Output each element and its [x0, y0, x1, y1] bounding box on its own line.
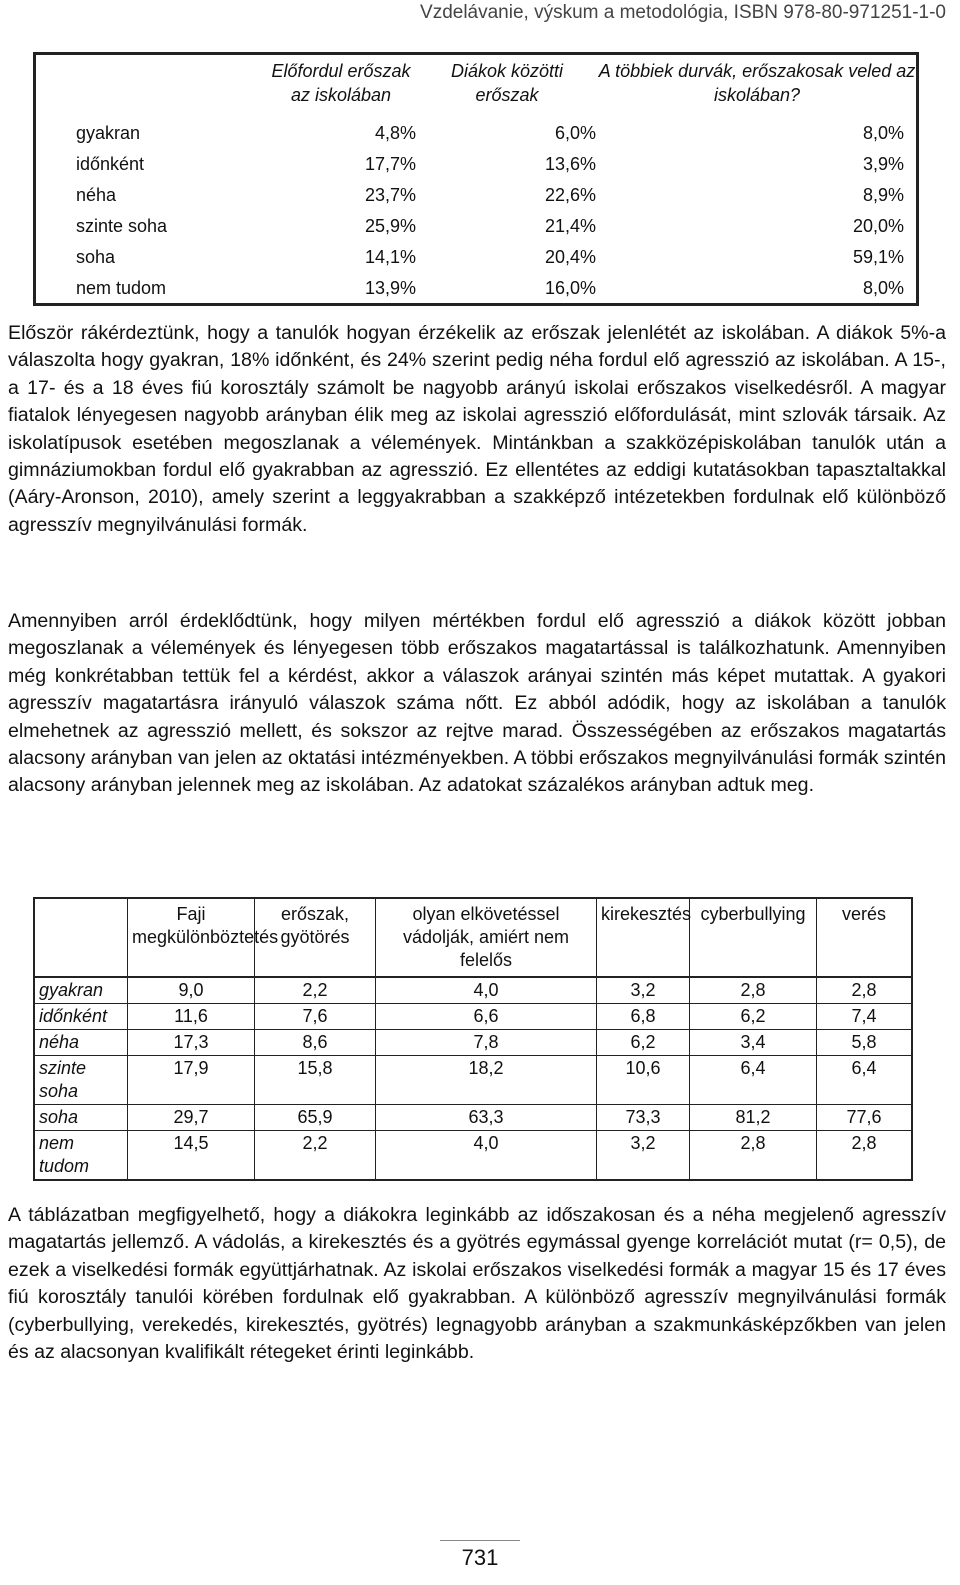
row-label: soha	[34, 1105, 128, 1131]
row-label: néha	[76, 184, 117, 205]
column-header: olyan elkövetéssel vádolják, amiért nem felelős	[376, 898, 597, 977]
body-paragraph: A táblázatban megfigyelhető, hogy a diákokra leginkább az időszakosan és a néha megjelenő agresszív magatartás jellemző. A vádolás, a kirekesztés és a gyötrés egymással gyenge korrelációt mutat (r= 0,5), de ezek a viselkedési formák együttjárhatnak. Az iskolai erőszakos viselkedési formák a magyar 15 és 17 éves fiú korosztály tanulói körében fordulnak elő gyakrabban. A különböző agresszív megnyilvánulási formák (cyberbullying, verekedés, kirekesztés, gyötrés) legnagyobb arányban a szakmunkásképzőkben van jelen és az alacsonyan kvalifikált rétegeket érinti leginkább.	[8, 1204, 946, 1364]
cell: 2,2	[255, 977, 376, 1004]
cell: 4,0	[376, 977, 597, 1004]
cell: 6,2	[690, 1004, 817, 1030]
row-label: időnként	[76, 153, 145, 174]
cell: 7,6	[255, 1004, 376, 1030]
row-label: szinte soha	[76, 215, 168, 236]
column-header: Faji megkülönböztetés	[128, 898, 255, 977]
cell: 4,0	[376, 1131, 597, 1181]
column-header: verés	[817, 898, 913, 977]
cell: 63,3	[376, 1105, 597, 1131]
cell: 16,0%	[544, 277, 596, 298]
running-header: Vzdelávanie, výskum a metodológia, ISBN 978-80-971251-1-0	[420, 2, 946, 23]
cell: 2,8	[817, 1131, 913, 1181]
body-paragraph: Először rákérdeztünk, hogy a tanulók hogyan érzékelik az erőszak jelenlétét az iskolában. A diákok 5%-a válaszolta hogy gyakran, 18% időnként, és 24% szerint pedig néha fordul elő agresszió az iskolában. A 15-, a 17- és a 18 éves fiú korosztály számolt be nagyobb arányú iskolai erőszakos viselkedésről. A magyar fiatalok lényegesen nagyobb arányban élik meg az iskolai agresszió előfordulását, mint szlovák társaik. Az iskolatípusok esetében megoszlanak a vélemények. Mintánkban a szakközépiskolában tanulók után a gimnáziumokban fordul elő gyakrabban az agresszió. Ez ellentétes az eddigi kutatásokban tapasztaltakkal (Aáry-Aronson, 2010), amely szerint a leggyakrabban a szakképző intézetekben fordulnak elő különböző agresszív megnyilvánulási formák.	[8, 322, 946, 536]
cell: 4,8%	[374, 122, 416, 143]
cell: 11,6	[128, 1004, 255, 1030]
column-header	[34, 898, 128, 977]
cell: 13,9%	[364, 277, 416, 298]
cell: 3,9%	[862, 153, 904, 174]
table-row	[34, 1105, 912, 1131]
cell: 23,7%	[364, 184, 416, 205]
table-row	[34, 1004, 912, 1030]
cell: 20,0%	[852, 215, 904, 236]
cell: 6,2	[597, 1030, 690, 1056]
row-label: gyakran	[76, 122, 141, 143]
cell: 3,2	[597, 1131, 690, 1181]
cell: 9,0	[128, 977, 255, 1004]
cell: 2,2	[255, 1131, 376, 1181]
cell: 17,9	[128, 1056, 255, 1105]
column-header: Diákok közötti erőszak	[450, 61, 564, 105]
table-row	[35, 272, 918, 305]
cell: 29,7	[128, 1105, 255, 1131]
row-label: soha	[76, 246, 116, 267]
cell: 17,3	[128, 1030, 255, 1056]
table-row	[35, 210, 918, 241]
table-row	[34, 1131, 912, 1181]
table-header-row	[34, 898, 912, 977]
page-number: 731	[461, 1545, 499, 1570]
table-row	[35, 117, 918, 148]
row-label: gyakran	[34, 977, 128, 1004]
cell: 10,6	[597, 1056, 690, 1105]
cell: 7,8	[376, 1030, 597, 1056]
table-row	[35, 179, 918, 210]
table-row	[35, 241, 918, 272]
frequency-table	[33, 52, 919, 306]
cell: 2,8	[690, 1131, 817, 1181]
cell: 77,6	[817, 1105, 913, 1131]
footer-divider	[440, 1540, 520, 1541]
row-label: nem tudom	[76, 277, 167, 298]
cell: 18,2	[376, 1056, 597, 1105]
table-row	[35, 148, 918, 179]
column-header: A többiek durvák, erőszakosak veled az iskolában?	[598, 61, 916, 105]
cell: 6,4	[817, 1056, 913, 1105]
cell: 2,8	[817, 977, 913, 1004]
row-label: időnként	[34, 1004, 128, 1030]
cell: 14,5	[128, 1131, 255, 1181]
cell: 8,9%	[862, 184, 904, 205]
cell: 21,4%	[544, 215, 596, 236]
cell: 20,4%	[544, 246, 596, 267]
cell: 14,1%	[364, 246, 416, 267]
aggression-forms-table	[33, 897, 913, 1181]
row-label: néha	[34, 1030, 128, 1056]
cell: 8,6	[255, 1030, 376, 1056]
cell: 15,8	[255, 1056, 376, 1105]
cell: 22,6%	[544, 184, 596, 205]
table-row	[34, 1030, 912, 1056]
body-paragraph: Amennyiben arról érdeklődtünk, hogy milyen mértékben fordul elő agresszió a diákok között jobban megoszlanak a vélemények és lényegesen több erőszakos magatartással is találkozhatunk. Amennyiben még konkrétabban tettük fel a kérdést, akkor a válaszok arányai szintén más képet mutattak. A gyakori agresszív magatartásra irányuló válaszok száma nőtt. Ez abból adódik, hogy az iskolában a tanulók elmehetnek az agresszió mellett, és sokszor az rejtve marad. Összességében az erőszakos magatartás alacsony arányban van jelen az oktatási intézményekben. A többi erőszakos megnyilvánulási formák szintén alacsony arányban jelennek meg az iskolában. Az adatokat százalékos arányban adtuk meg.	[8, 610, 946, 797]
table-row	[34, 977, 912, 1004]
column-header: erőszak, gyötörés	[255, 898, 376, 977]
cell: 81,2	[690, 1105, 817, 1131]
cell: 3,4	[690, 1030, 817, 1056]
cell: 17,7%	[364, 153, 416, 174]
row-label: szinte soha	[34, 1056, 128, 1105]
column-header: cyberbullying	[690, 898, 817, 977]
column-header: kirekesztés	[597, 898, 690, 977]
cell: 7,4	[817, 1004, 913, 1030]
table-header-row	[35, 54, 918, 118]
cell: 6,4	[690, 1056, 817, 1105]
table-row	[34, 1056, 912, 1105]
cell: 6,0%	[554, 122, 596, 143]
cell: 6,8	[597, 1004, 690, 1030]
cell: 8,0%	[862, 277, 904, 298]
cell: 5,8	[817, 1030, 913, 1056]
cell: 3,2	[597, 977, 690, 1004]
cell: 6,6	[376, 1004, 597, 1030]
cell: 8,0%	[862, 122, 904, 143]
cell: 25,9%	[364, 215, 416, 236]
cell: 65,9	[255, 1105, 376, 1131]
cell: 59,1%	[852, 246, 904, 267]
cell: 2,8	[690, 977, 817, 1004]
cell: 73,3	[597, 1105, 690, 1131]
column-header: Előfordul erőszak az iskolában	[271, 61, 411, 105]
column-header	[35, 54, 267, 118]
row-label: nem tudom	[34, 1131, 128, 1181]
cell: 13,6%	[544, 153, 596, 174]
